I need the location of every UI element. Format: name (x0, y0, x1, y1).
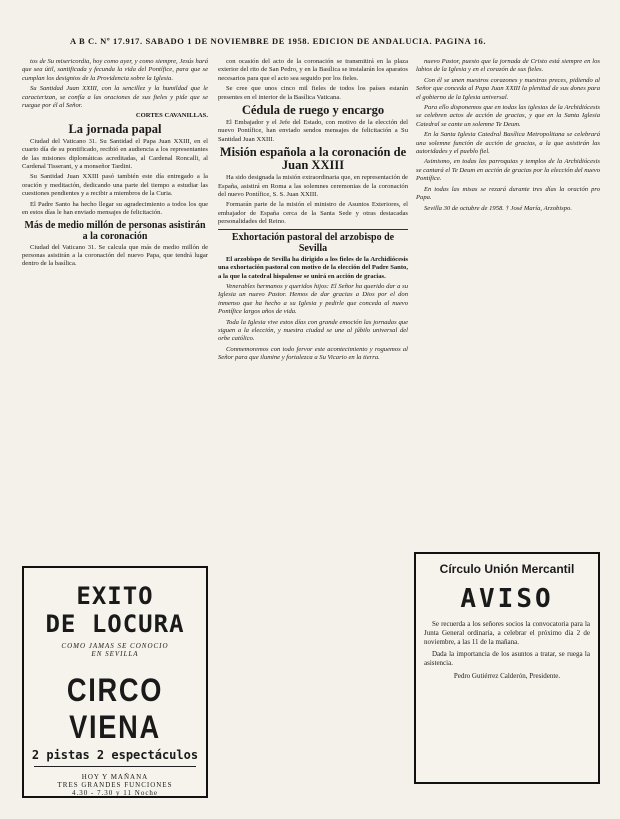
paragraph: Formarán parte de la misión el ministro de Asuntos Exteriores, el embajador de España cerca de la Santa Sede y otras destacadas personalidades del Reino. (218, 201, 408, 226)
byline: CORTES CAVANILLAS. (135, 112, 208, 120)
paragraph: tos de Su misericordia, hoy como ayer, y como siempre, Jesús hará que sea útil, santificada y fecunda la vida del Pontífice, para que se cumplan los designios de la Providencia sobre la Iglesia. (22, 58, 208, 82)
ad-line: 4.30 - 7.30 y 11 Noche (71, 789, 159, 797)
ad-headline: EXITO (76, 582, 154, 610)
paragraph: Se cree que unos cinco mil fieles de todos los países estarán presentes en el interior de la Basílica Vaticana. (218, 85, 408, 101)
ad-headline: DE LOCURA (45, 610, 185, 638)
paragraph: Dada la importancia de los asuntos a tratar, se ruega la asistencia. (424, 650, 590, 667)
paragraph: Venerables hermanos y queridos hijos: El Señor ha querido dar a su Iglesia un nuevo Pastor. Hemos de dar gracias a Dios por el don inmenso que ha hecho a su Iglesia y pedirle que conceda al nuevo Pontífice largos años de vida. (218, 282, 408, 316)
headline-jornada-papal: La jornada papal (68, 121, 162, 136)
page-header: A B C. Nº 17.917. SABADO 1 DE NOVIEMBRE DE 1958. EDICION DE ANDALUCIA. PAGINA 16. (70, 36, 487, 46)
circulo-union-mercantil-ad (414, 552, 600, 784)
headline-exhortacion: Exhortación pastoral del arzobispo de Sevilla (218, 229, 408, 254)
paragraph: Con él se unen nuestros corazones y nuestras preces, pidiendo al Señor que conceda al Papa Juan XXIII la plenitud de sus dones para el gobierno de la Iglesia universal. (416, 76, 600, 101)
ad-tagline: COMO JAMAS SE CONOCIO (61, 642, 169, 650)
ad-tagline: EN SEVILLA (91, 650, 139, 658)
ad-divider (34, 766, 196, 767)
headline-medio-millon: Más de medio millón de personas asistirán a la coronación (24, 219, 206, 242)
column-2 (218, 58, 408, 572)
paragraph: Ha sido designada la misión extraordinaria que, en representación de España, asistirá en Roma a las solemnes ceremonias de la coronación del nuevo Pontífice, S. S. Juan XXIII. (218, 174, 408, 199)
paragraph: Conmemoremos con todo fervor este acontecimiento y roguemos al Señor para que ilumine y fortalezca a Su Vicario en la tierra. (218, 345, 408, 362)
paragraph: El Padre Santo ha hecho llegar su agradecimiento a todos los que en estos días le han enviado mensajes de felicitación. (22, 200, 208, 217)
ad-circus-name: CIRCO VIENA (66, 672, 164, 745)
ad-title: Círculo Unión Mercantil (439, 562, 575, 576)
ad-line: HOY Y MAÑANA (81, 773, 149, 781)
circo-viena-ad (22, 566, 208, 798)
paragraph: Se recuerda a los señores socios la convocatoria para la Junta General ordinaria, a celebrar el próximo día 2 de noviembre, a las 11 de la mañana. (424, 620, 590, 646)
headline-cedula: Cédula de ruego y encargo (241, 103, 385, 118)
paragraph: Ciudad del Vaticano 31. Se calcula que más de medio millón de personas asistirán a la coronación del nuevo Papa, que tendrá lugar dentro de la basílica. (22, 243, 208, 268)
paragraph: Asimismo, en todas las parroquias y templos de la Archidiócesis se cantará el Te Deum en acción de gracias por la elección del nuevo Pontífice. (416, 158, 600, 183)
paragraph: Ciudad del Vaticano 31. Su Santidad el Papa Juan XXIII, en el cuarto día de su pontificado, recibió en audiencia a los representantes de las misiones diplomáticas acreditadas, al Cardenal Roncalli, al Cardenal Tisserant, y a monseñor Tardini. (22, 137, 208, 171)
paragraph: El Embajador y el Jefe del Estado, con motivo de la elección del nuevo Pontífice, han enviado sendos mensajes de felicitación a Su Santidad Juan XXIII. (218, 119, 408, 143)
column-3 (416, 58, 600, 578)
ad-body (424, 620, 590, 668)
ad-aviso: AVISO (460, 584, 554, 614)
signature: Sevilla 30 de octubre de 1958. † José María, Arzobispo. (424, 204, 572, 212)
paragraph: Su Santidad Juan XXIII, con la sencillez y la humildad que le caracterizan, se confía a las oraciones de sus fieles y pide que se ruegue por él al Señor. (22, 85, 208, 110)
ad-line: TRES GRANDES FUNCIONES (57, 781, 173, 789)
paragraph: El arzobispo de Sevilla ha dirigido a los fieles de la Archidiócesis una exhortación pastoral con motivo de la elección del Padre Santo, a la que la catedral hispalense se unirá en acción de gracias. (218, 255, 408, 280)
paragraph: con ocasión del acto de la coronación se transmitirá en la plaza exterior del rito de San Pedro, y en la Basílica se instalarán los aparatos necesarios para que el acto sea seguido por los fieles. (218, 58, 408, 82)
ad-subtitle: 2 pistas 2 espectáculos (31, 748, 199, 762)
paragraph: Para ello disponemos que en todas las iglesias de la Archidiócesis se celebren actos de acción de gracias, y que en la Santa Iglesia Catedral se cante un solemne Te Deum. (416, 104, 600, 128)
ad-signature: Pedro Gutiérrez Calderón, Presidente. (453, 672, 561, 680)
paragraph: Toda la Iglesia vive estos días con grande emoción las jornadas que siguen a la elección, y nuestra ciudad se une al júbilo universal del orbe católico. (218, 318, 408, 343)
paragraph: En la Santa Iglesia Catedral Basílica Metropolitana se celebrará una solemne función de acción de gracias, a la que asistirán las autoridades y el pueblo fiel. (416, 131, 600, 156)
paragraph: En todas las misas se rezará durante tres días la oración pro Papa. (416, 185, 600, 202)
paragraph: Su Santidad Juan XXIII pasó también este día entregado a la oración y meditación, dedicando una parte del tiempo a estudiar las cuestiones pendientes y a recibir a miembros de la Curia. (22, 173, 208, 198)
paragraph: nuevo Pastor, puesto que la jornada de Cristo está siempre en los labios de la Iglesia y en el corazón de sus fieles. (416, 58, 600, 74)
headline-mision-espanola: Misión española a la coronación de Juan XXIII (219, 145, 407, 173)
column-1 (22, 58, 208, 428)
